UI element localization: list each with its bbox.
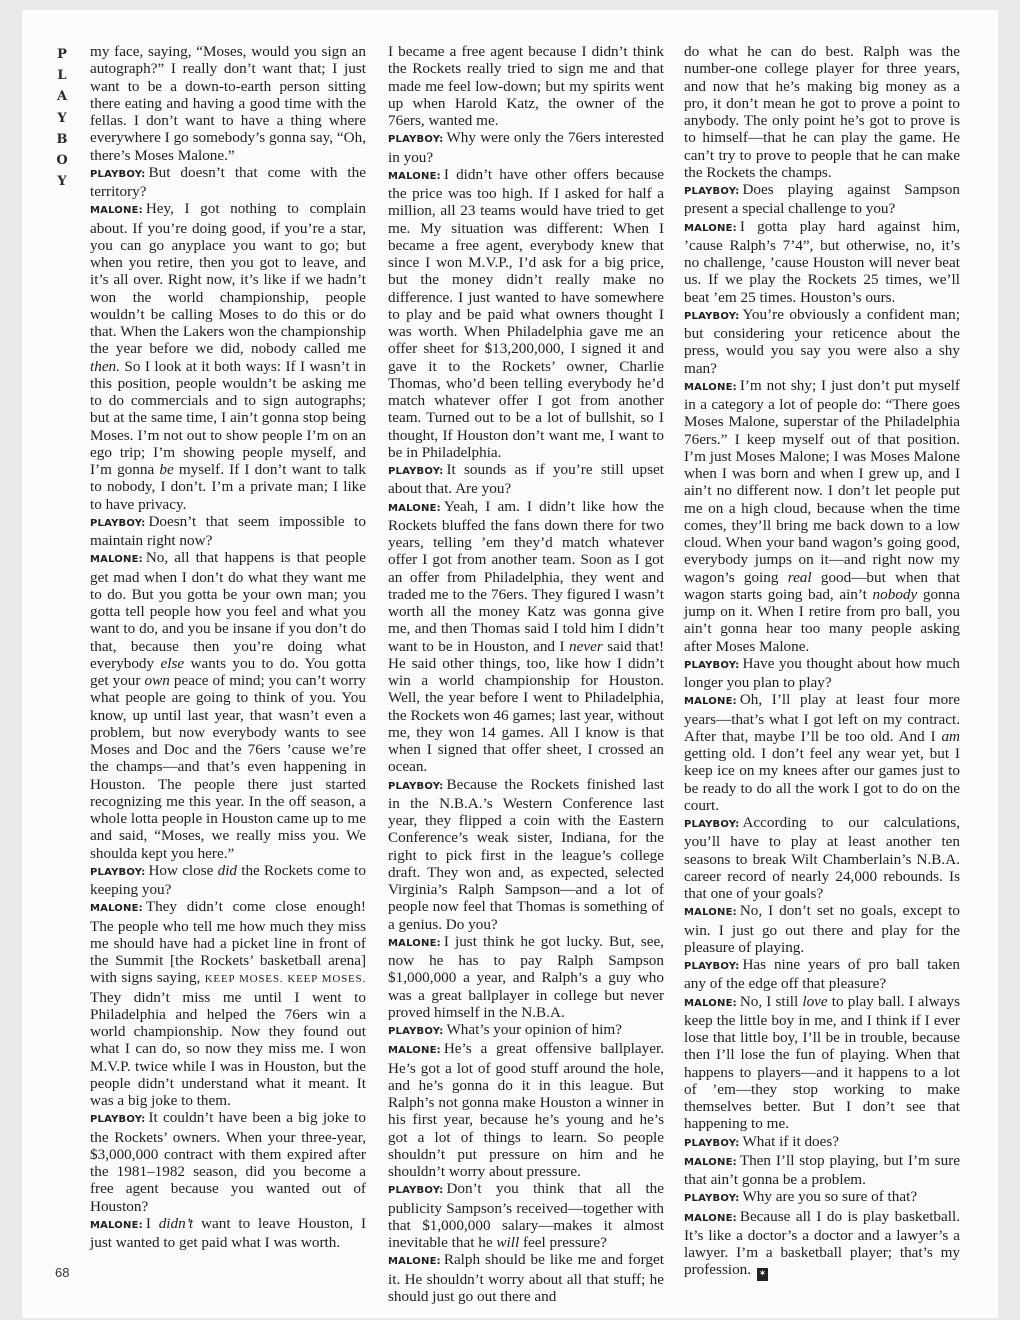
- paragraph-text: No, all that happens is that people get mad when I don’t do what they want me to do. But you gotta be your own man; you gotta tell people how you feel and what you want to do, and you be insane if you don’t do that, because then you’re doing what everybody else wants you to do. You gotta get your own peace of mind; you can’t worry what people are going to think of you. You know, up until last year, that wasn’t even a problem, but now everybody wants to see Moses and Doc and the 76ers ’cause we’re the champs—and that’s even happening in Houston. The people there just started recognizing me this year. In the off season, a whole lotta people in Houston came up to me and said, “Moses, we really miss you. We shoulda kept you here.”: [90, 549, 367, 862]
- speaker-label: PLAYBOY:: [388, 1185, 444, 1197]
- interview-paragraph: [90, 513, 366, 550]
- interview-paragraph: [684, 655, 960, 692]
- paragraph-text: How close did the Rockets come to keeping you?: [90, 861, 366, 898]
- paragraph-text: I didn’t want to leave Houston, I just wanted to get paid what I was worth.: [90, 1214, 367, 1251]
- end-mark-icon: ✶: [758, 1269, 767, 1280]
- speaker-label: PLAYBOY:: [388, 780, 444, 792]
- paragraph-text: I became a free agent because I didn’t think the Rockets really tried to sign me and that made me feel low-down; but my spirits went up when Harold Katz, the owner of the 76ers, wanted me.: [388, 43, 664, 129]
- interview-paragraph: [90, 549, 366, 862]
- speaker-label: MALONE:: [684, 907, 737, 919]
- paragraph-text: They didn’t come close enough! The people who tell me how much they miss me should have had a picket line in front of the Summit [the Rockets’ basketball arena] with signs saying, KEEP MOSES. KEEP MOSES. They didn’t miss me until I went to Philadelphia and helped the 76ers win a world championship. Now they found out what I can do, so now they miss me. I won M.V.P. twice while I was in Houston, but the people didn’t understand what it meant. It was a big joke to them.: [90, 898, 366, 1109]
- speaker-label: MALONE:: [90, 903, 143, 915]
- interview-paragraph: [684, 1208, 960, 1282]
- masthead-letter: O: [56, 153, 68, 169]
- interview-paragraph: [684, 956, 960, 993]
- paragraph-text: I just think he got lucky. But, see, now he has to pay Ralph Sampson $1,000,000 a year, and Ralph’s a guy who was a great ballplayer in college but never proved himself in the N.B.A.: [388, 932, 664, 1021]
- interview-paragraph: [388, 461, 664, 498]
- interview-paragraph: [684, 902, 960, 956]
- speaker-label: PLAYBOY:: [90, 1114, 146, 1126]
- paragraph-text: It couldn’t have been a big joke to the Rockets’ owners. When your three-year, $3,000,000 contract with them expired after the 1981–1982 season, did you become a free agent because you wanted out of Houston?: [90, 1109, 366, 1215]
- interview-paragraph: [388, 129, 664, 166]
- speaker-label: MALONE:: [388, 1045, 441, 1057]
- interview-paragraph: [684, 306, 960, 377]
- paragraph-text: What’s your opinion of him?: [446, 1021, 622, 1038]
- interview-paragraph: [684, 993, 960, 1133]
- paragraph-text: No, I don’t set no goals, except to win. I just go out there and play for the pleasure of playing.: [684, 902, 960, 956]
- speaker-label: MALONE:: [684, 1212, 737, 1224]
- paragraph-text: Hey, I got nothing to complain about. If you’re doing good, if you’re a star, you can go anyplace you want to go; but when you retire, then you got to leave, and it’s all over. Right now, it’s like if we hadn’t won the world championship, people wouldn’t be calling Moses to do this or do that. When the Lakers won the championship the year before we did, nobody called me then. So I look at it both ways: If I wasn’t in this position, people wouldn’t be asking me to do commercials and to sign autographs; but at the same time, I ain’t gonna stop being Moses. I’m not out to show people I’m on an ego trip; I’m showing people myself, and I’m gonna be myself. If I don’t want to talk to nobody, I don’t. I’m a private man; I like to have privacy.: [90, 200, 366, 513]
- speaker-label: MALONE:: [684, 1156, 737, 1168]
- interview-paragraph: [388, 1251, 664, 1305]
- masthead-playboy: [52, 44, 72, 192]
- speaker-label: PLAYBOY:: [388, 466, 444, 477]
- paragraph-text: Oh, I’ll play at least four more years—that’s what I got left on my contract. After that, maybe I’ll be too old. And I am getting old. I don’t feel any wear yet, but I keep ice on my knees after our games just to be ready to do all the work I got to do on the court.: [684, 691, 960, 814]
- paragraph-text: Doesn’t that seem impossible to maintain right now?: [90, 512, 366, 549]
- paragraph-text: It sounds as if you’re still upset about that. Are you?: [388, 461, 664, 498]
- interview-paragraph: [388, 933, 664, 1021]
- masthead-letter: P: [57, 47, 67, 62]
- paragraph-text: do what he can do best. Ralph was the number-one college player for three years, and now that he’s making big money as a pro, it don’t mean he got to prove a point to anybody. The only point he’s got to prove is to himself—that he can play the game. He can’t try to prove to people that he can make the Rockets the champs.: [684, 43, 960, 181]
- paragraph-text: What if it does?: [742, 1132, 840, 1150]
- speaker-label: MALONE:: [684, 997, 737, 1009]
- interview-paragraph: [90, 1109, 366, 1215]
- paragraph-text: He’s a great offensive ballplayer. He’s got a lot of good stuff around the hole, and he’s gonna do it in this league. But Ralph’s not gonna make Houston a winner in his first year, because he’s young and he’s got a lot of things to learn. So people shouldn’t put pressure on him and he shouldn’t worry about pressure.: [388, 1040, 664, 1180]
- interview-paragraph: [684, 218, 960, 306]
- interview-paragraph: [388, 1180, 664, 1251]
- masthead-letter: A: [56, 89, 68, 105]
- paragraph-text: You’re obviously a confident man; but considering your reticence about the press, would you say you were also a shy man?: [684, 305, 960, 377]
- speaker-label: PLAYBOY:: [90, 517, 146, 529]
- paragraph-text: my face, saying, “Moses, would you sign an autograph?” I really don’t want that; I just want to be a down-to-earth person sitting there eating and having a good time with the fellas. I don’t want to have a thing where everywhere I go somebody’s gonna say, “Oh, there’s Moses Malone.”: [90, 43, 366, 164]
- paragraph-text: Then I’ll stop playing, but I’m sure that ain’t gonna be a problem.: [684, 1151, 960, 1188]
- speaker-label: PLAYBOY:: [684, 659, 740, 671]
- interview-paragraph: [388, 1040, 664, 1180]
- masthead-letter: B: [56, 131, 68, 147]
- paragraph-text: Has nine years of pro ball taken any of the edge off that pleasure?: [684, 956, 960, 993]
- interview-paragraph: [388, 43, 664, 129]
- interview-paragraph: [684, 1133, 960, 1152]
- paragraph-text: Don’t you think that all the publicity Sampson’s received—together with that $1,000,000 salary—makes it almost inevitable that he will feel pressure?: [388, 1180, 664, 1251]
- paragraph-text: Does playing against Sampson present a special challenge to you?: [684, 181, 960, 218]
- paragraph-text: But doesn’t that come with the territory?: [90, 163, 366, 200]
- speaker-label: MALONE:: [90, 554, 143, 566]
- paragraph-text: Yeah, I am. I didn’t like how the Rockets bluffed the fans down there for two years, telling ’em they’d match whatever offer I got from another team. Soon as I got an offer from Philadelphia, they went and traded me to the 76ers. They figured I wasn’t worth all the money Katz was gonna give me, and then Thomas said I told him I didn’t want to be in Houston, and I never said that! He said other things, too, like how I didn’t win a world championship for Houston. Well, the year before I went to Philadelphia, the Rockets won 46 games; last year, without me, they won 14 games. All I know is that when I signed that offer sheet, I crossed an ocean.: [388, 497, 664, 776]
- interview-paragraph: [684, 43, 960, 181]
- paragraph-text: Why were only the 76ers interested in you?: [388, 129, 664, 166]
- speaker-label: MALONE:: [388, 937, 441, 949]
- speaker-label: MALONE:: [388, 170, 441, 182]
- paragraph-text: Ralph should be like me and forget it. He shouldn’t worry about all that stuff; he should just go out there and: [388, 1251, 664, 1305]
- interview-paragraph: [388, 166, 664, 461]
- paragraph-text: I didn’t have other offers because the price was too high. If I asked for half a million, all 23 teams would have tried to get me. My situation was different: When I became a free agent, everybody knew that since I won M.V.P., I’d ask for a big price, but the money didn’t really make no difference. I just wanted to have somewhere to play and be paid what owners thought I was worth. When Philadelphia gave me an offer sheet for $13,200,000, I signed it and gave it to the Rockets’ owner, Charlie Thomas, who’d been telling everybody he’d match whatever offer I got from another team. Turned out to be a lot of bullshit, so I thought, If Houston don’t want me, I want to be in Philadelphia.: [388, 165, 664, 461]
- magazine-page: [22, 10, 998, 1318]
- paragraph-text: Because all I do is play basketball. It’s like a doctor’s a doctor and a lawyer’s a lawyer. I’m a basketball player; that’s my profession.: [684, 1207, 960, 1279]
- interview-paragraph: [684, 1188, 960, 1207]
- interview-paragraph: [684, 377, 960, 655]
- masthead-letter: Y: [57, 174, 67, 190]
- interview-paragraph: [90, 200, 366, 513]
- speaker-label: PLAYBOY:: [684, 819, 740, 830]
- interview-paragraph: [90, 43, 366, 164]
- paragraph-text: According to our calculations, you’ll have to play at least another ten seasons to break Wilt Chamberlain’s N.B.A. career record of nearly 24,000 rebounds. Is that one of your goals?: [684, 814, 960, 902]
- interview-paragraph: [388, 776, 664, 933]
- speaker-label: MALONE:: [388, 502, 441, 514]
- paragraph-text: Why are you so sure of that?: [742, 1188, 918, 1206]
- page-number: 68: [55, 1265, 70, 1280]
- speaker-label: PLAYBOY:: [684, 1137, 740, 1149]
- interview-paragraph: [684, 691, 960, 814]
- interview-paragraph: [388, 498, 664, 776]
- speaker-label: MALONE:: [388, 1256, 441, 1268]
- interview-paragraph: [388, 1021, 664, 1040]
- interview-paragraph: [90, 1215, 366, 1252]
- speaker-label: MALONE:: [90, 1219, 143, 1231]
- masthead-letter: L: [57, 68, 67, 84]
- speaker-label: PLAYBOY:: [684, 961, 740, 972]
- paragraph-text: Because the Rockets finished last in the N.B.A.’s Western Conference last year, they flipped a coin with the Eastern Conference’s weak sister, Indiana, for the right to pick first in the league’s college draft. They won and, as expected, selected Virginia’s Ralph Sampson—and a lot of people now feel that Thomas is something of a genius. Do you?: [388, 775, 664, 933]
- speaker-label: MALONE:: [684, 381, 737, 393]
- speaker-label: PLAYBOY:: [684, 1193, 740, 1205]
- interview-paragraph: [684, 814, 960, 902]
- speaker-label: PLAYBOY:: [388, 1026, 444, 1037]
- text-column-1: [90, 43, 366, 1251]
- interview-paragraph: [90, 164, 366, 201]
- interview-paragraph: [90, 898, 366, 1109]
- speaker-label: PLAYBOY:: [388, 134, 444, 146]
- interview-paragraph: [90, 862, 366, 899]
- speaker-label: PLAYBOY:: [90, 168, 146, 180]
- speaker-label: MALONE:: [684, 696, 737, 708]
- speaker-label: PLAYBOY:: [684, 186, 740, 197]
- speaker-label: MALONE:: [684, 222, 737, 234]
- speaker-label: MALONE:: [90, 205, 143, 217]
- masthead-letter: Y: [57, 110, 67, 126]
- paragraph-text: No, I still love to play ball. I always keep the little boy in me, and I think if I ever lose that little boy, I’ll be in trouble, because then I’ll lose the fun of playing. When that happens to players—and it happens to a lot of ’em—they stop working to make themselves better. But I don’t see that happening to me.: [684, 992, 960, 1133]
- paragraph-text: I’m not shy; I just don’t put myself in a category a lot of people do: “There goes Moses Malone, superstar of the Philadelphia 76ers.” I keep myself out of that position. I’m just Moses Malone; I was Moses Malone when I was born and when I grew up, and I ain’t no different now. I don’t let people put me on a high cloud, because when the time comes, they’ll bring me back down to a low cloud. When your band wagon’s going good, everybody jumps on it—and right now my wagon’s going real good—but when that wagon starts going bad, ain’t nobody gonna jump on it. When I retire from pro ball, you ain’t gonna hear too many people asking after Moses Malone.: [684, 376, 961, 655]
- paragraph-text: Have you thought about how much longer you plan to play?: [684, 654, 960, 691]
- interview-paragraph: [684, 181, 960, 218]
- interview-paragraph: [684, 1152, 960, 1189]
- text-column-3: [684, 43, 960, 1281]
- speaker-label: PLAYBOY:: [684, 310, 740, 322]
- text-column-2: [388, 43, 664, 1305]
- paragraph-text: I gotta play hard against him, ’cause Ralph’s 7’4”, but otherwise, no, it’s no challenge, ’cause Houston will never beat us. If we play the Rockets 25 times, we’ll beat ’em 25 times. Houston’s ours.: [684, 217, 960, 306]
- speaker-label: PLAYBOY:: [90, 866, 146, 878]
